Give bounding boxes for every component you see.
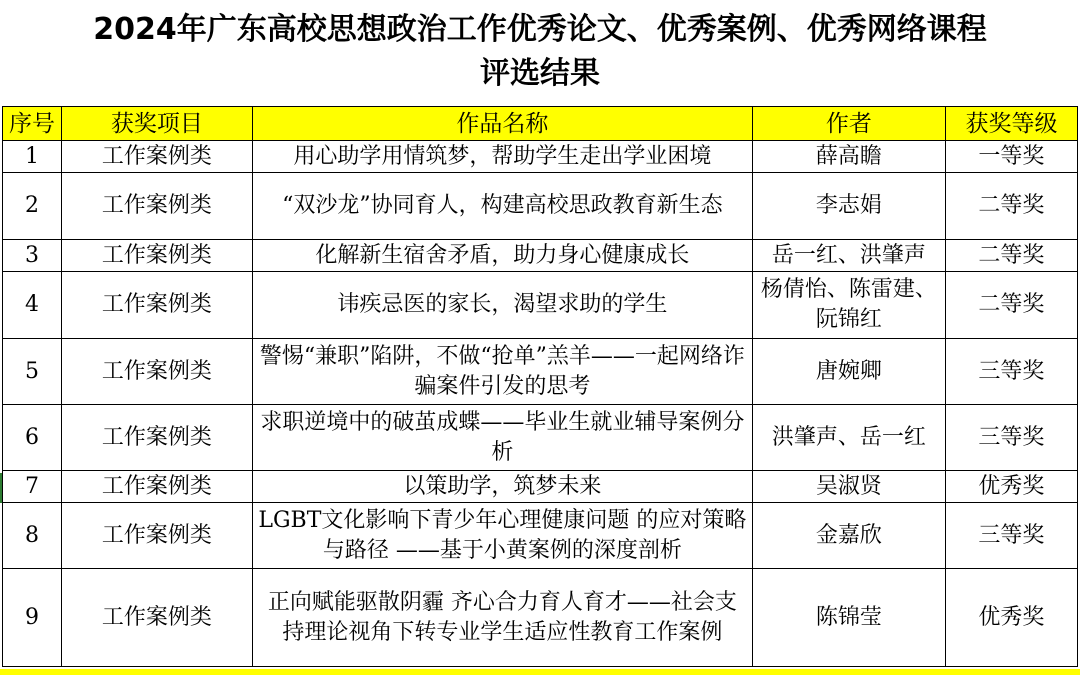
table-row (3, 405, 1078, 471)
cell-no[interactable]: 6 (3, 405, 62, 471)
page-title (0, 8, 1080, 96)
table-row (3, 272, 1078, 339)
cell-author[interactable]: 李志娟 (752, 173, 945, 240)
cell-name[interactable]: “双沙龙”协同育人，构建高校思政教育新生态 (252, 173, 752, 240)
cell-name[interactable]: 讳疾忌医的家长，渴望求助的学生 (252, 272, 752, 339)
cell-category[interactable]: 工作案例类 (61, 272, 252, 339)
results-table (2, 106, 1078, 667)
table-row (3, 173, 1078, 240)
cell-category[interactable]: 工作案例类 (61, 240, 252, 272)
cell-category[interactable]: 工作案例类 (61, 405, 252, 471)
title-line-2: 评选结果 (480, 56, 600, 91)
cell-author[interactable]: 薛高瞻 (752, 141, 945, 173)
cell-category[interactable]: 工作案例类 (61, 339, 252, 405)
cell-no[interactable]: 2 (3, 173, 62, 240)
header-row (3, 107, 1078, 141)
cell-name[interactable]: 用心助学用情筑梦，帮助学生走出学业困境 (252, 141, 752, 173)
cell-category[interactable]: 工作案例类 (61, 141, 252, 173)
table-row (3, 339, 1078, 405)
cell-category[interactable]: 工作案例类 (61, 471, 252, 503)
cell-author[interactable]: 唐婉卿 (752, 339, 945, 405)
table-row (3, 503, 1078, 569)
cell-name[interactable]: 警惕“兼职”陷阱，不做“抢单”羔羊——一起网络诈骗案件引发的思考 (252, 339, 752, 405)
cell-name[interactable]: LGBT文化影响下青少年心理健康问题 的应对策略与路径 ——基于小黄案例的深度剖析 (252, 503, 752, 569)
cell-level[interactable]: 三等奖 (945, 503, 1077, 569)
header-level[interactable]: 获奖等级 (945, 107, 1077, 141)
table-row (3, 240, 1078, 272)
cell-level[interactable]: 优秀奖 (945, 569, 1077, 667)
cell-author[interactable]: 岳一红、洪肇声 (752, 240, 945, 272)
cell-no[interactable]: 8 (3, 503, 62, 569)
cell-no[interactable]: 7 (3, 471, 62, 503)
cell-name[interactable]: 正向赋能驱散阴霾 齐心合力育人育才——社会支持理论视角下转专业学生适应性教育工作案例 (252, 569, 752, 667)
header-name[interactable]: 作品名称 (252, 107, 752, 141)
cell-author[interactable]: 金嘉欣 (752, 503, 945, 569)
table-row (3, 569, 1078, 667)
title-line-1: 2024年广东高校思想政治工作优秀论文、优秀案例、优秀网络课程 (93, 12, 987, 47)
header-author[interactable]: 作者 (752, 107, 945, 141)
header-category[interactable]: 获奖项目 (61, 107, 252, 141)
cell-name[interactable]: 求职逆境中的破茧成蝶——毕业生就业辅导案例分析 (252, 405, 752, 471)
cell-level[interactable]: 三等奖 (945, 405, 1077, 471)
table-row (3, 471, 1078, 503)
cell-no[interactable]: 5 (3, 339, 62, 405)
header-no[interactable]: 序号 (3, 107, 62, 141)
cell-level[interactable]: 二等奖 (945, 173, 1077, 240)
cell-category[interactable]: 工作案例类 (61, 173, 252, 240)
cell-level[interactable]: 优秀奖 (945, 471, 1077, 503)
next-header-row-strip (0, 669, 1080, 675)
cell-level[interactable]: 二等奖 (945, 240, 1077, 272)
cell-author[interactable]: 杨倩怡、陈雷建、阮锦红 (752, 272, 945, 339)
cell-category[interactable]: 工作案例类 (61, 569, 252, 667)
cell-no[interactable]: 3 (3, 240, 62, 272)
cell-name[interactable]: 以策助学，筑梦未来 (252, 471, 752, 503)
cell-name[interactable]: 化解新生宿舍矛盾，助力身心健康成长 (252, 240, 752, 272)
cell-no[interactable]: 1 (3, 141, 62, 173)
cell-level[interactable]: 三等奖 (945, 339, 1077, 405)
cell-level[interactable]: 二等奖 (945, 272, 1077, 339)
cell-no[interactable]: 9 (3, 569, 62, 667)
cell-author[interactable]: 洪肇声、岳一红 (752, 405, 945, 471)
cell-no[interactable]: 4 (3, 272, 62, 339)
cell-level[interactable]: 一等奖 (945, 141, 1077, 173)
cell-author[interactable]: 陈锦莹 (752, 569, 945, 667)
cell-category[interactable]: 工作案例类 (61, 503, 252, 569)
table-row (3, 141, 1078, 173)
cell-author[interactable]: 吴淑贤 (752, 471, 945, 503)
